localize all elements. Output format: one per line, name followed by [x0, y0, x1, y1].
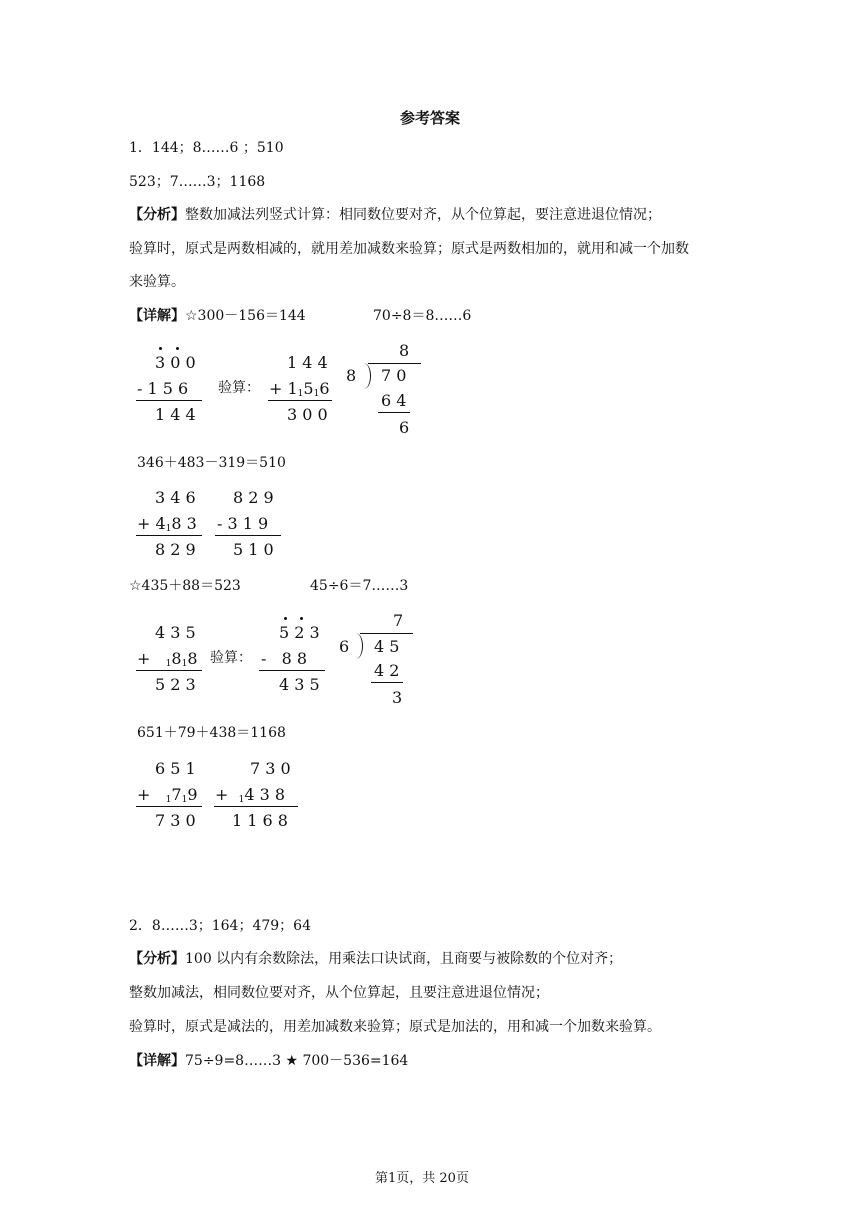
add-digits: 4 3 8: [244, 785, 286, 804]
add-res: 5 2 3: [155, 675, 196, 694]
carry: 1: [238, 795, 245, 805]
div-remainder: 6: [399, 418, 410, 437]
div-top-line: [368, 363, 421, 364]
add-op: +: [137, 649, 151, 668]
add-top: 3 4 6: [155, 488, 196, 507]
carry: 1: [297, 389, 304, 399]
borrow-dot: [284, 617, 287, 620]
sub-top: 3 0 0: [155, 353, 196, 372]
page-title: 参考答案: [400, 109, 461, 127]
add-op: +: [215, 785, 229, 804]
add-line: [136, 670, 202, 671]
add-digit: 9: [187, 785, 198, 804]
add-digit: 6: [319, 379, 330, 398]
add-line: [136, 806, 202, 807]
q1-analysis-line2: 验算时，原式是两数相减的，就用差加减数来验算；原式是两数相加的，就用和减一个加数: [129, 241, 689, 257]
q2-detail-line: [129, 1050, 408, 1070]
analysis-text: 整数加减法列竖式计算：相同数位要对齐，从个位算起，要注意进退位情况；: [185, 207, 661, 223]
sub-top: 5 2 3: [279, 623, 320, 642]
sub-res: 1 4 4: [155, 405, 196, 424]
sub-res: 4 3 5: [279, 675, 320, 694]
div-quotient: 7: [393, 611, 404, 630]
detail-text: 75÷9=8……3 ★ 700－536=164: [185, 1053, 409, 1069]
q1-analysis-line1: [129, 204, 661, 224]
add-digit: 5: [303, 379, 314, 398]
add-top: 6 5 1: [155, 759, 196, 778]
carry: 1: [181, 795, 188, 805]
q2-analysis-line1: [129, 948, 622, 968]
add-digit: 8: [171, 649, 182, 668]
analysis-tag: 【分析】: [129, 951, 185, 967]
q1-answer-line1: 1．144；8……6 ；510: [129, 140, 284, 156]
add-res: 8 2 9: [155, 540, 196, 559]
add-line: [268, 400, 332, 401]
q1-analysis-line3: 来验算。: [129, 274, 185, 290]
sub-top: 8 2 9: [233, 488, 274, 507]
eq-2: 346＋483－319＝510: [137, 455, 286, 471]
add2-line: [214, 806, 298, 807]
detail-eq1: ☆300－156＝144: [185, 308, 306, 324]
sub-mid: - 3 1 9: [217, 514, 269, 533]
eq-3: ☆435＋88＝523: [129, 578, 241, 594]
q2-answer-line: 2．8……3；164；479；64: [129, 918, 311, 934]
add-mid: [269, 379, 330, 398]
analysis-tag: 【分析】: [129, 207, 185, 223]
add-res: 7 3 0: [155, 811, 196, 830]
q1-detail-line: [129, 305, 306, 325]
sub-line: [259, 670, 325, 671]
carry: 1: [165, 659, 172, 669]
borrow-dot: [300, 617, 303, 620]
carry: 1: [313, 389, 320, 399]
add-top: 4 3 5: [155, 623, 196, 642]
add2-mid: [215, 785, 285, 804]
sub-line: [215, 535, 281, 536]
sub-line: [136, 400, 202, 401]
borrow-dot: [176, 347, 179, 350]
borrow-dot: [159, 347, 162, 350]
div-product: 4 2: [374, 661, 400, 680]
add-mid: [137, 785, 198, 804]
div-quotient: 8: [399, 341, 410, 360]
add-res: 3 0 0: [287, 405, 328, 424]
detail-eq2: 70÷8＝8……6: [373, 308, 472, 324]
check-label: 验算：: [210, 650, 252, 666]
sub-mid: - 8 8: [261, 649, 308, 668]
detail-tag: 【详解】: [129, 1053, 185, 1069]
div-divisor: 6: [339, 637, 350, 656]
div-divisor: 8: [346, 366, 357, 385]
add-op: + 4: [137, 514, 166, 533]
add2-top: 7 3 0: [250, 759, 291, 778]
add-digit: 7: [171, 785, 182, 804]
check-label: 验算：: [218, 380, 260, 396]
carry: 1: [181, 659, 188, 669]
div-line: [371, 682, 403, 683]
carry: 1: [165, 524, 172, 534]
add-line: [136, 535, 202, 536]
add-digit: 8: [187, 649, 198, 668]
q2-analysis-line3: 验算时，原式是减法的，用差加减数来验算；原式是加法的，用和减一个加数来验算。: [129, 1019, 661, 1035]
div-dividend: 7 0: [381, 366, 407, 385]
add-op: + 1: [269, 379, 298, 398]
q2-analysis-line2: 整数加减法，相同数位要对齐，从个位算起，且要注意进退位情况；: [129, 985, 549, 1001]
sub-res: 5 1 0: [233, 540, 274, 559]
div-remainder: 3: [392, 688, 403, 707]
eq-5: 651＋79＋438＝1168: [137, 725, 286, 741]
page-footer: 第1页，共 20页: [375, 1171, 469, 1186]
detail-tag: 【详解】: [129, 308, 185, 324]
div-line: [378, 412, 410, 413]
add-top: 1 4 4: [287, 353, 328, 372]
analysis-text: 100 以内有余数除法，用乘法口诀试商，且商要与被除数的个位对齐；: [185, 951, 623, 967]
div-bracket: [352, 633, 363, 659]
carry: 1: [165, 795, 172, 805]
add2-res: 1 1 6 8: [232, 811, 288, 830]
add-mid: [137, 514, 197, 533]
div-dividend: 4 5: [374, 637, 400, 656]
div-product: 6 4: [381, 391, 407, 410]
add-mid: [137, 649, 198, 668]
q1-answer-line2: 523；7……3；1168: [129, 174, 266, 190]
div-top-line: [360, 633, 413, 634]
add-op: +: [137, 785, 151, 804]
div-bracket: [360, 363, 371, 389]
eq-4: 45÷6＝7……3: [310, 578, 409, 594]
sub-mid: - 1 5 6: [137, 379, 189, 398]
add-digits: 8 3: [171, 514, 197, 533]
